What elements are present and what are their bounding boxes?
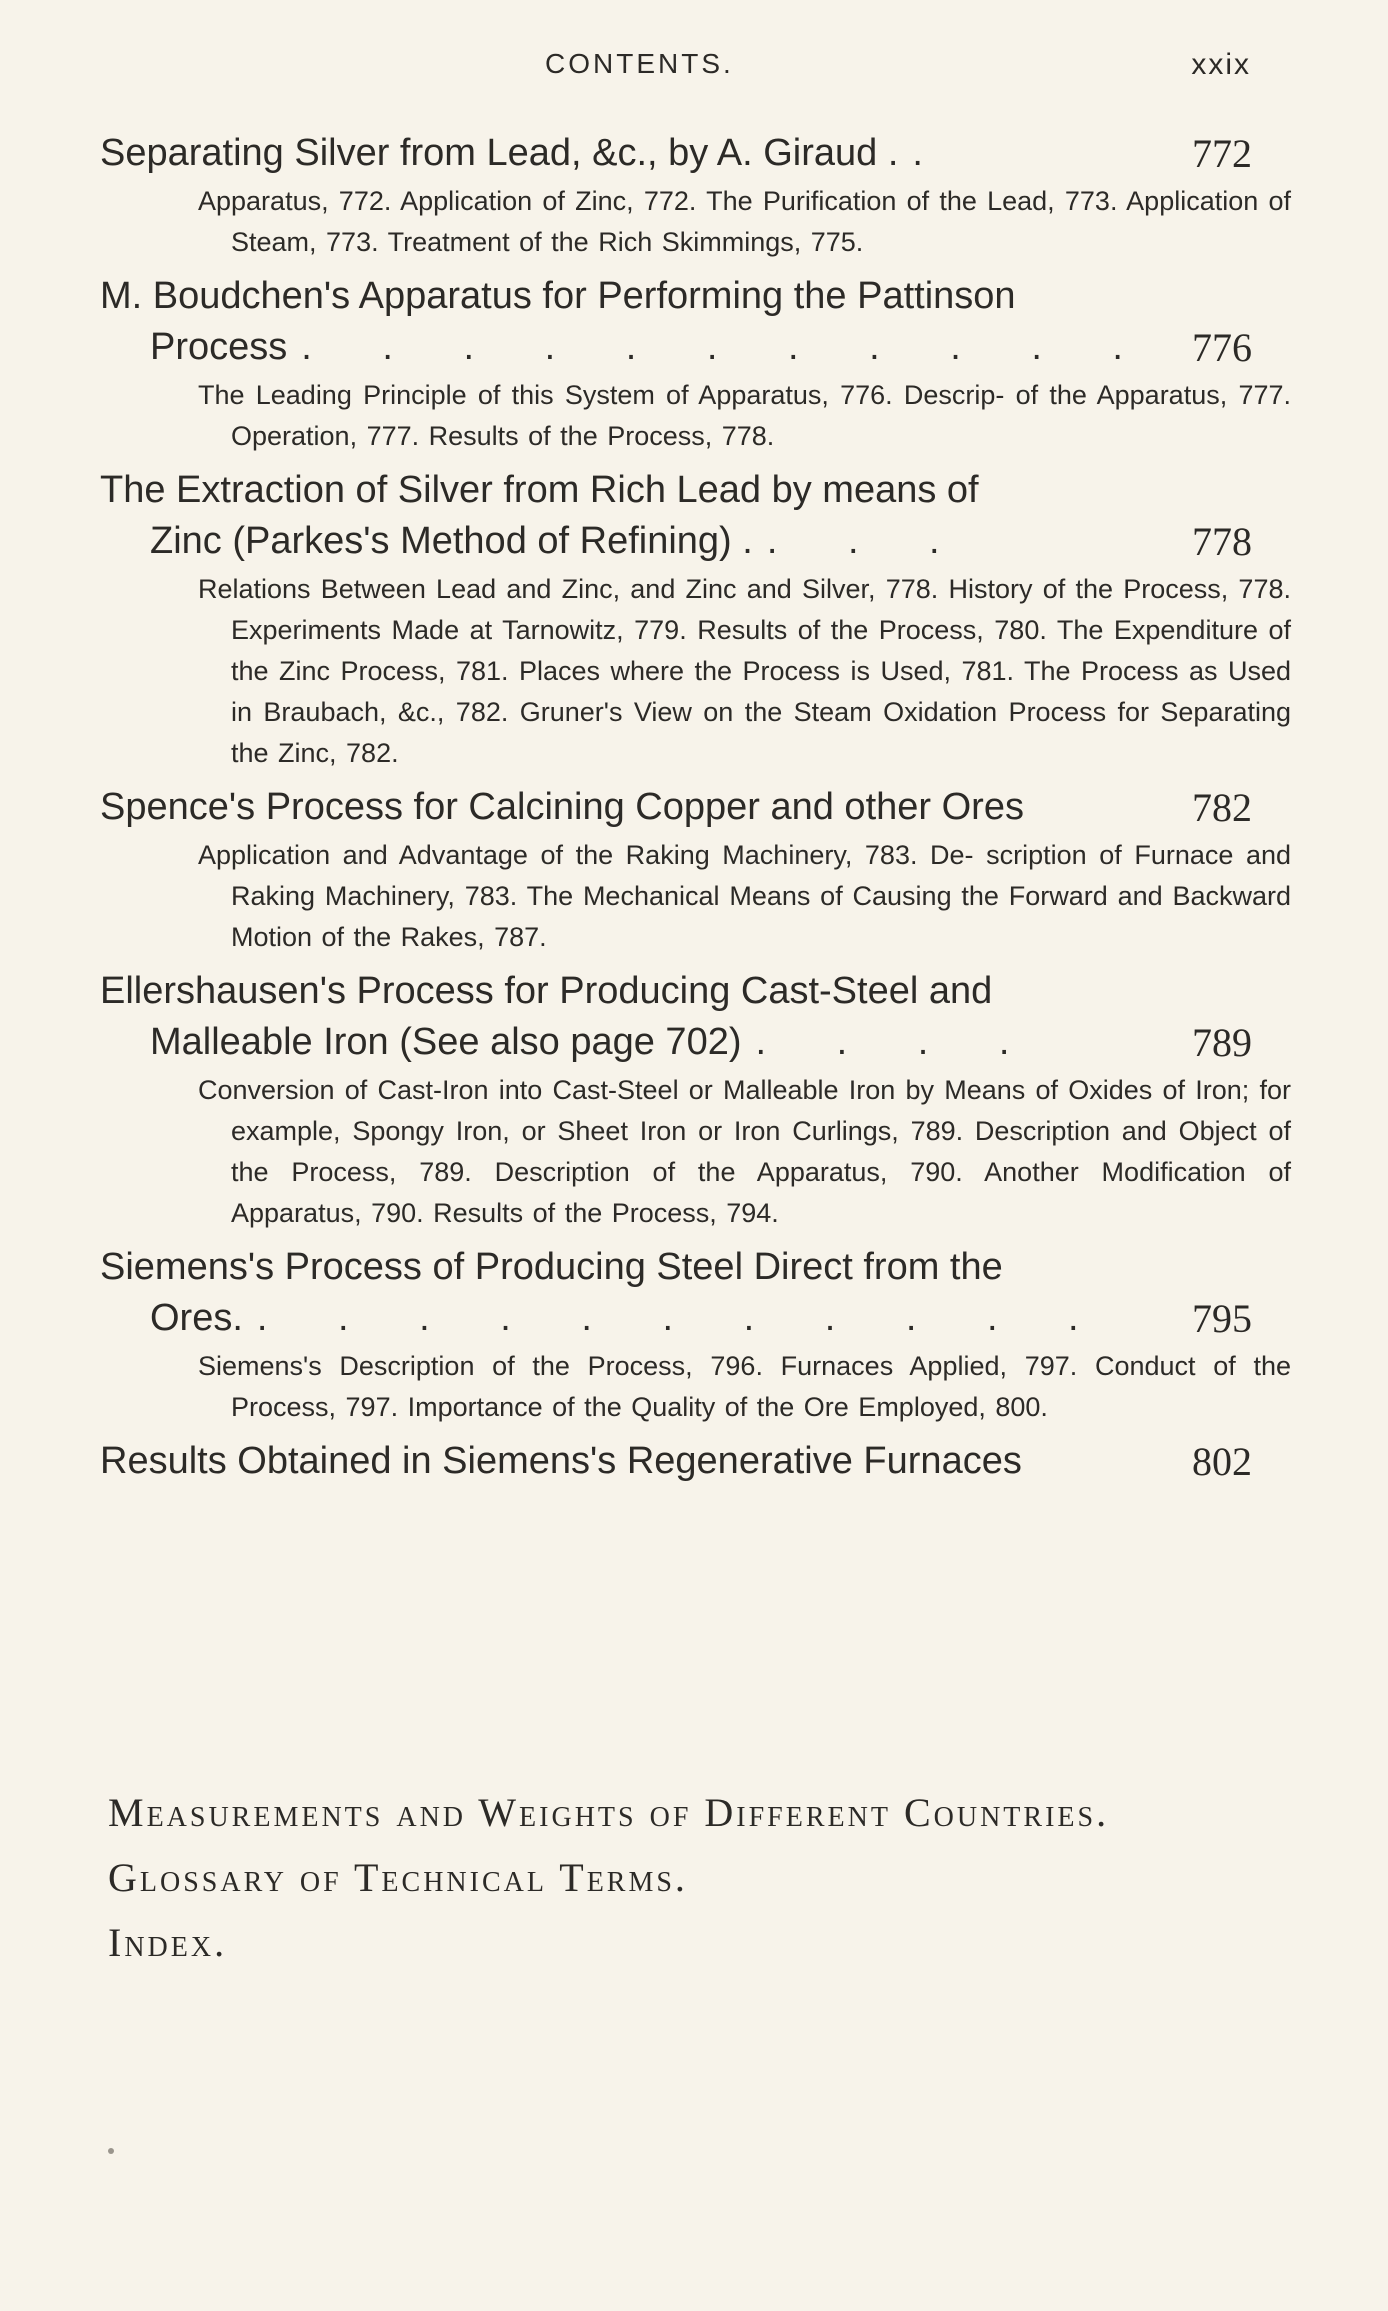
toc-page-number: 782 — [1192, 785, 1252, 830]
toc-heading-text: Separating Silver from Lead, &c., by A. Giraud . — [100, 132, 899, 174]
toc-heading-line — [100, 1017, 1252, 1068]
toc-page-number: 776 — [1192, 325, 1252, 370]
toc-heading-line — [100, 322, 1252, 373]
toc-heading-text: Spence's Process for Calcining Copper and other Ores — [100, 786, 1024, 828]
toc-heading-text: Results Obtained in Siemens's Regenerative Furnaces — [100, 1440, 1022, 1482]
toc-entry-description: Relations Between Lead and Zinc, and Zinc and Silver, 778. History of the Process, 778. Experiments Made at Tarnowitz, 779. Results of the Process, 780. The Expenditure of the Zinc Process, 781. Places where the Process is Used, 781. The Process as Used in Braubach, &c., 782. Gruner's View on the Steam Oxidation Process for Separating the Zinc, 782. — [198, 574, 1291, 768]
toc-heading-text: Siemens's Process of Producing Steel Direct from the — [100, 1246, 1003, 1288]
toc-entry-description: Conversion of Cast-Iron into Cast-Steel or Malleable Iron by Means of Oxides of Iron; for example, Spongy Iron, or Sheet Iron or Iron Curlings, 789. Description and Object of the Process, 789. Description of the Apparatus, 790. Another Modification of Apparatus, 790. Results of the Process, 794. — [198, 1075, 1291, 1228]
toc-heading-line — [100, 465, 1252, 516]
toc-heading-text: Process — [150, 326, 288, 368]
toc-heading-line — [100, 1293, 1252, 1344]
toc-heading-text: Ellershausen's Process for Producing Cast-Steel and — [100, 970, 993, 1012]
toc-entry-description: Siemens's Description of the Process, 796. Furnaces Applied, 797. Conduct of the Process, 797. Importance of the Quality of the Ore Employed, 800. — [198, 1351, 1291, 1422]
toc-page-number: 802 — [1192, 1439, 1252, 1484]
running-head-page-number: xxix — [1191, 48, 1251, 81]
toc-heading-text: The Extraction of Silver from Rich Lead by means of — [100, 469, 979, 511]
toc-heading-text: Malleable Iron (See also page 702) — [150, 1021, 742, 1063]
toc-heading-line — [100, 271, 1252, 322]
toc-entry-description: Apparatus, 772. Application of Zinc, 772. The Purification of the Lead, 773. Application of Steam, 773. Treatment of the Rich Skimmings, 775. — [198, 186, 1291, 257]
appendix-list — [108, 1780, 1109, 1975]
toc-entry — [100, 1242, 1291, 1428]
toc-leader-dots: . . . . . . . . . . . — [256, 1297, 1109, 1339]
toc-leader-dots: . . . — [766, 520, 970, 562]
toc-entry-description: The Leading Principle of this System of Apparatus, 776. Descrip- of the Apparatus, 777. Operation, 777. Results of the Process, 778. — [198, 380, 1291, 451]
toc-entry — [100, 271, 1291, 457]
table-of-contents — [100, 128, 1291, 1495]
toc-heading-line — [100, 1436, 1252, 1487]
toc-entry-description: Application and Advantage of the Raking Machinery, 783. De- scription of Furnace and Raking Machinery, 783. The Mechanical Means of Causing the Forward and Backward Motion of the Rakes, 787. — [198, 840, 1291, 952]
toc-entry — [100, 128, 1291, 263]
toc-entry — [100, 782, 1291, 958]
stray-ink-mark — [108, 2148, 114, 2154]
toc-heading-line — [100, 128, 1252, 179]
appendix-measurements: Measurements and Weights of Different Countries. — [108, 1790, 1110, 1835]
toc-page-number: 795 — [1192, 1296, 1252, 1341]
toc-heading-text: Ores. — [150, 1297, 243, 1339]
toc-entry — [100, 1436, 1252, 1487]
appendix-glossary: Glossary of Technical Terms. — [108, 1855, 688, 1900]
toc-entry — [100, 465, 1291, 774]
toc-heading-line — [100, 782, 1252, 833]
toc-heading-line — [100, 516, 1252, 567]
toc-page-number: 789 — [1192, 1020, 1252, 1065]
toc-heading-line — [100, 966, 1252, 1017]
running-head-title: CONTENTS. — [545, 48, 734, 79]
toc-heading-text: Zinc (Parkes's Method of Refining) . — [150, 520, 753, 562]
toc-leader-dots: . — [912, 132, 953, 174]
toc-entry — [100, 966, 1291, 1234]
toc-leader-dots: . . . . — [755, 1021, 1040, 1063]
toc-heading-line — [100, 1242, 1252, 1293]
running-head — [0, 48, 1388, 88]
toc-page-number: 778 — [1192, 519, 1252, 564]
toc-page-number: 772 — [1192, 131, 1252, 176]
appendix-index: Index. — [108, 1920, 228, 1965]
toc-leader-dots: . . . . . . . . . . . — [301, 326, 1153, 368]
toc-heading-text: M. Boudchen's Apparatus for Performing the Pattinson — [100, 275, 1016, 317]
